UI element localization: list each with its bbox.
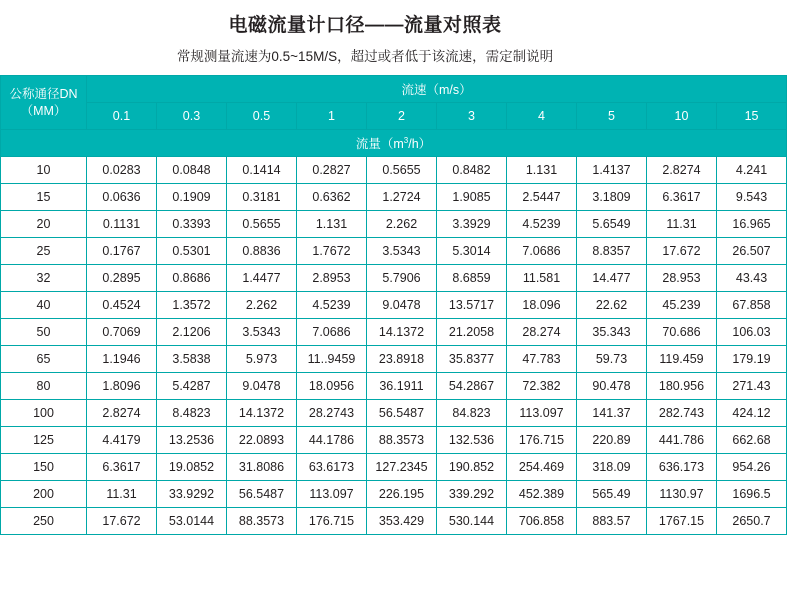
cell-value: 0.2895 (87, 265, 157, 292)
cell-value: 3.5343 (227, 319, 297, 346)
cell-value: 9.543 (717, 184, 787, 211)
cell-value: 1.2724 (367, 184, 437, 211)
cell-value: 176.715 (507, 427, 577, 454)
cell-value: 662.68 (717, 427, 787, 454)
cell-dn: 65 (1, 346, 87, 373)
cell-value: 53.0144 (157, 508, 227, 535)
cell-value: 3.5343 (367, 238, 437, 265)
cell-value: 3.3929 (437, 211, 507, 238)
cell-value: 220.89 (577, 427, 647, 454)
cell-value: 190.852 (437, 454, 507, 481)
cell-value: 141.37 (577, 400, 647, 427)
cell-dn: 15 (1, 184, 87, 211)
cell-value: 318.09 (577, 454, 647, 481)
cell-value: 13.2536 (157, 427, 227, 454)
cell-value: 0.8836 (227, 238, 297, 265)
table-row (1, 265, 787, 292)
header-speed-4: 2 (367, 103, 437, 130)
cell-dn: 10 (1, 157, 87, 184)
cell-value: 14.1372 (227, 400, 297, 427)
header-speed-9: 15 (717, 103, 787, 130)
header-row-flow-unit (1, 130, 787, 157)
cell-value: 2.1206 (157, 319, 227, 346)
cell-value: 282.743 (647, 400, 717, 427)
cell-value: 16.965 (717, 211, 787, 238)
cell-value: 11.31 (647, 211, 717, 238)
cell-value: 2.262 (367, 211, 437, 238)
cell-value: 8.8357 (577, 238, 647, 265)
cell-value: 72.382 (507, 373, 577, 400)
header-speed-3: 1 (297, 103, 367, 130)
cell-value: 28.2743 (297, 400, 367, 427)
cell-value: 84.823 (437, 400, 507, 427)
cell-value: 4.5239 (507, 211, 577, 238)
cell-value: 0.0636 (87, 184, 157, 211)
cell-value: 0.8686 (157, 265, 227, 292)
cell-value: 5.6549 (577, 211, 647, 238)
cell-value: 1.9085 (437, 184, 507, 211)
cell-dn: 250 (1, 508, 87, 535)
cell-value: 90.478 (577, 373, 647, 400)
table-row (1, 481, 787, 508)
flow-unit-suffix: /h） (408, 137, 432, 151)
cell-value: 21.2058 (437, 319, 507, 346)
cell-value: 254.469 (507, 454, 577, 481)
cell-value: 4.4179 (87, 427, 157, 454)
cell-value: 22.62 (577, 292, 647, 319)
cell-dn: 100 (1, 400, 87, 427)
cell-value: 23.8918 (367, 346, 437, 373)
header-speed-1: 0.3 (157, 103, 227, 130)
header-speed-7: 5 (577, 103, 647, 130)
header-speed-0: 0.1 (87, 103, 157, 130)
cell-value: 35.8377 (437, 346, 507, 373)
cell-value: 13.5717 (437, 292, 507, 319)
cell-value: 0.1767 (87, 238, 157, 265)
cell-value: 1.131 (507, 157, 577, 184)
cell-dn: 80 (1, 373, 87, 400)
cell-value: 11..9459 (297, 346, 367, 373)
cell-value: 1696.5 (717, 481, 787, 508)
cell-value: 88.3573 (227, 508, 297, 535)
cell-value: 3.5838 (157, 346, 227, 373)
cell-value: 54.2867 (437, 373, 507, 400)
cell-value: 1.3572 (157, 292, 227, 319)
cell-value: 3.1809 (577, 184, 647, 211)
header-speed-6: 4 (507, 103, 577, 130)
header-row-top (1, 76, 787, 103)
cell-value: 88.3573 (367, 427, 437, 454)
page-subtitle: 常规测量流速为0.5~15M/S，超过或者低于该流速，需定制说明 (176, 49, 554, 64)
cell-value: 45.239 (647, 292, 717, 319)
cell-value: 63.6173 (297, 454, 367, 481)
cell-value: 1.4137 (577, 157, 647, 184)
cell-dn: 32 (1, 265, 87, 292)
table-header (1, 76, 787, 157)
cell-value: 56.5487 (367, 400, 437, 427)
cell-value: 22.0893 (227, 427, 297, 454)
table-row (1, 400, 787, 427)
cell-value: 106.03 (717, 319, 787, 346)
cell-value: 119.459 (647, 346, 717, 373)
cell-value: 56.5487 (227, 481, 297, 508)
cell-dn: 25 (1, 238, 87, 265)
header-dn (1, 76, 87, 130)
cell-value: 271.43 (717, 373, 787, 400)
cell-value: 1.4477 (227, 265, 297, 292)
cell-value: 8.6859 (437, 265, 507, 292)
cell-value: 6.3617 (647, 184, 717, 211)
cell-value: 17.672 (87, 508, 157, 535)
cell-value: 31.8086 (227, 454, 297, 481)
cell-value: 0.1131 (87, 211, 157, 238)
cell-value: 1.7672 (297, 238, 367, 265)
cell-value: 5.4287 (157, 373, 227, 400)
cell-value: 5.973 (227, 346, 297, 373)
cell-value: 2650.7 (717, 508, 787, 535)
table-row (1, 292, 787, 319)
cell-dn: 125 (1, 427, 87, 454)
cell-value: 132.536 (437, 427, 507, 454)
cell-value: 17.672 (647, 238, 717, 265)
cell-value: 9.0478 (367, 292, 437, 319)
cell-value: 0.5655 (367, 157, 437, 184)
cell-value: 5.3014 (437, 238, 507, 265)
cell-value: 5.7906 (367, 265, 437, 292)
cell-value: 2.8953 (297, 265, 367, 292)
cell-value: 4.5239 (297, 292, 367, 319)
cell-value: 11.581 (507, 265, 577, 292)
cell-value: 883.57 (577, 508, 647, 535)
cell-value: 2.8274 (87, 400, 157, 427)
table-row (1, 319, 787, 346)
page-root (0, 10, 771, 598)
cell-value: 33.9292 (157, 481, 227, 508)
flow-unit-prefix: 流量（m (355, 137, 404, 151)
header-speed-8: 10 (647, 103, 717, 130)
cell-value: 113.097 (297, 481, 367, 508)
table-row (1, 508, 787, 535)
cell-dn: 150 (1, 454, 87, 481)
cell-value: 180.956 (647, 373, 717, 400)
cell-value: 706.858 (507, 508, 577, 535)
cell-value: 19.0852 (157, 454, 227, 481)
cell-value: 2.5447 (507, 184, 577, 211)
table-row (1, 184, 787, 211)
cell-value: 176.715 (297, 508, 367, 535)
cell-value: 0.4524 (87, 292, 157, 319)
cell-value: 353.429 (367, 508, 437, 535)
cell-value: 1.8096 (87, 373, 157, 400)
header-speed-5: 3 (437, 103, 507, 130)
header-flow-unit (1, 130, 787, 157)
cell-value: 636.173 (647, 454, 717, 481)
cell-value: 0.8482 (437, 157, 507, 184)
cell-value: 0.3393 (157, 211, 227, 238)
cell-value: 44.1786 (297, 427, 367, 454)
table-row (1, 454, 787, 481)
header-speed-2: 0.5 (227, 103, 297, 130)
cell-dn: 40 (1, 292, 87, 319)
flow-comparison-table (0, 75, 787, 535)
cell-value: 14.477 (577, 265, 647, 292)
cell-value: 127.2345 (367, 454, 437, 481)
cell-value: 70.686 (647, 319, 717, 346)
cell-value: 18.096 (507, 292, 577, 319)
cell-value: 6.3617 (87, 454, 157, 481)
cell-value: 28.274 (507, 319, 577, 346)
cell-value: 67.858 (717, 292, 787, 319)
cell-value: 59.73 (577, 346, 647, 373)
cell-value: 11.31 (87, 481, 157, 508)
cell-value: 0.5301 (157, 238, 227, 265)
cell-value: 0.1414 (227, 157, 297, 184)
cell-value: 0.0283 (87, 157, 157, 184)
header-dn-line2: （MM） (20, 103, 67, 118)
cell-value: 424.12 (717, 400, 787, 427)
cell-value: 1.131 (297, 211, 367, 238)
cell-value: 0.5655 (227, 211, 297, 238)
cell-value: 530.144 (437, 508, 507, 535)
header-speed: 流速（m/s） (87, 76, 787, 103)
cell-value: 35.343 (577, 319, 647, 346)
cell-dn: 20 (1, 211, 87, 238)
page-title: 电磁流量计口径——流量对照表 (228, 15, 502, 36)
cell-value: 7.0686 (507, 238, 577, 265)
cell-dn: 50 (1, 319, 87, 346)
cell-value: 565.49 (577, 481, 647, 508)
table-row (1, 346, 787, 373)
cell-value: 1130.97 (647, 481, 717, 508)
cell-value: 26.507 (717, 238, 787, 265)
cell-value: 0.0848 (157, 157, 227, 184)
cell-value: 0.1909 (157, 184, 227, 211)
cell-value: 1767.15 (647, 508, 717, 535)
cell-value: 226.195 (367, 481, 437, 508)
header-dn-line1: 公称通径DN (9, 86, 78, 101)
cell-value: 2.8274 (647, 157, 717, 184)
cell-value: 14.1372 (367, 319, 437, 346)
cell-value: 8.4823 (157, 400, 227, 427)
cell-value: 0.7069 (87, 319, 157, 346)
cell-value: 441.786 (647, 427, 717, 454)
header-row-speeds (1, 103, 787, 130)
table-row (1, 238, 787, 265)
cell-value: 18.0956 (297, 373, 367, 400)
table-body (1, 157, 787, 535)
cell-value: 452.389 (507, 481, 577, 508)
cell-value: 179.19 (717, 346, 787, 373)
cell-value: 9.0478 (227, 373, 297, 400)
table-row (1, 211, 787, 238)
cell-value: 36.1911 (367, 373, 437, 400)
table-row (1, 157, 787, 184)
table-row (1, 427, 787, 454)
cell-value: 954.26 (717, 454, 787, 481)
cell-value: 0.3181 (227, 184, 297, 211)
cell-value: 113.097 (507, 400, 577, 427)
table-row (1, 373, 787, 400)
cell-value: 339.292 (437, 481, 507, 508)
cell-value: 0.2827 (297, 157, 367, 184)
flow-unit-sup: 3 (403, 135, 409, 145)
cell-value: 43.43 (717, 265, 787, 292)
cell-value: 7.0686 (297, 319, 367, 346)
cell-value: 4.241 (717, 157, 787, 184)
cell-value: 47.783 (507, 346, 577, 373)
cell-value: 28.953 (647, 265, 717, 292)
cell-value: 2.262 (227, 292, 297, 319)
cell-value: 1.1946 (87, 346, 157, 373)
cell-dn: 200 (1, 481, 87, 508)
cell-value: 0.6362 (297, 184, 367, 211)
